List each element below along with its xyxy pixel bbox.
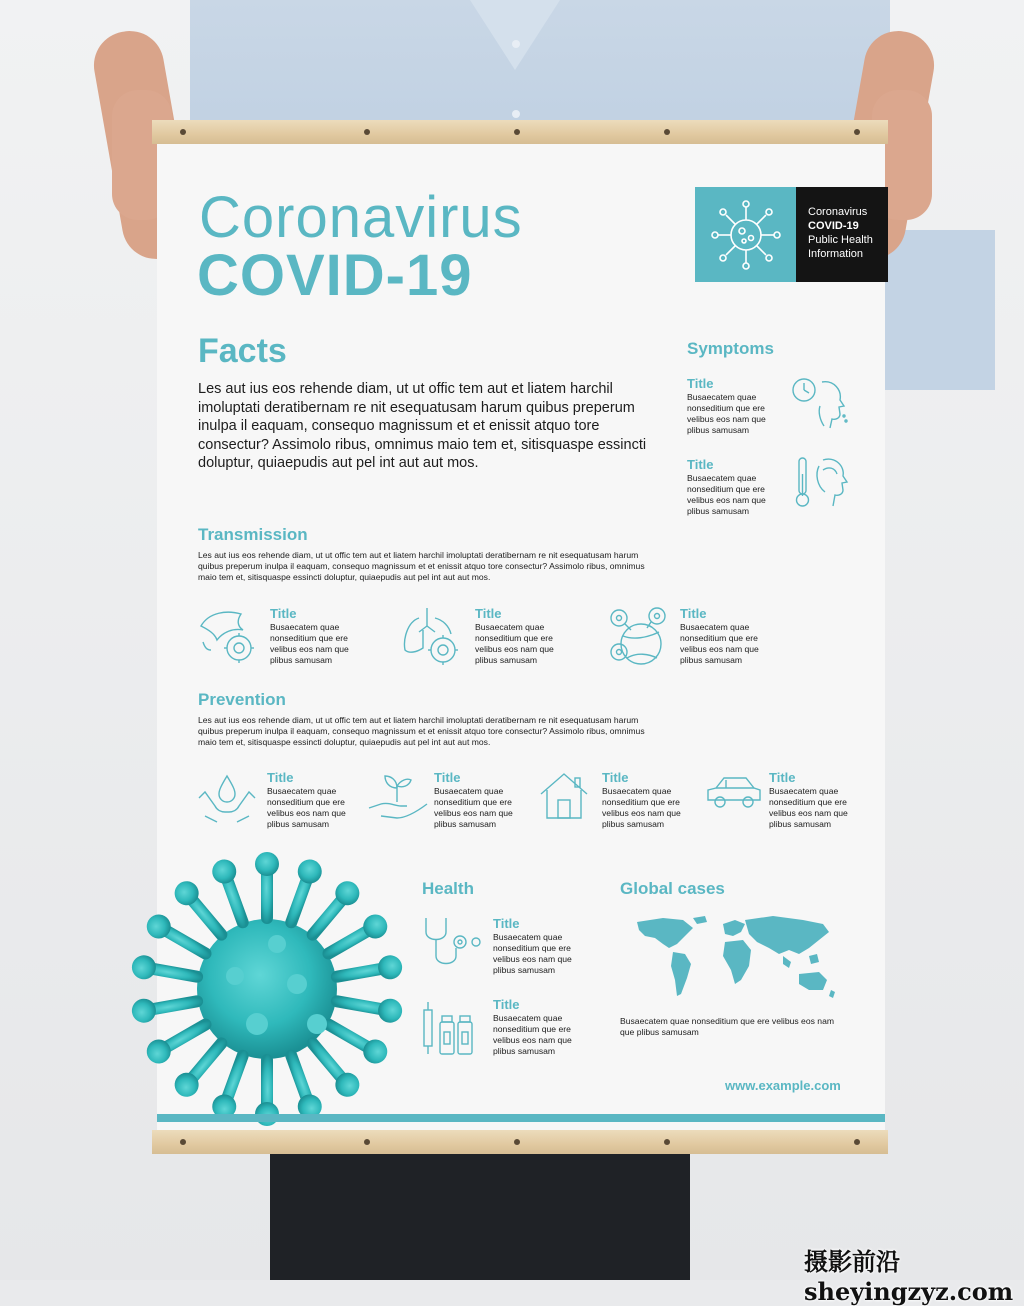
poster-bottom-bar <box>157 1114 885 1122</box>
prevention-item <box>434 770 518 830</box>
virus-illustration <box>117 844 417 1139</box>
symptoms-heading: Symptoms <box>687 339 774 358</box>
poster-title-line1: Coronavirus <box>199 185 523 250</box>
item-desc: Busaecatem quae nonseditium que ere velibus eos nam que plibus samusam <box>270 622 349 665</box>
shirt-button <box>512 40 520 48</box>
badge-line2: COVID-19 <box>808 220 859 232</box>
item-title: Title <box>687 376 714 391</box>
item-desc: Busaecatem quae nonseditium que ere velibus eos nam que plibus samusam <box>475 622 554 665</box>
transmission-item <box>270 606 370 666</box>
screw <box>854 129 860 135</box>
prevention-heading: Prevention <box>198 690 286 709</box>
health-item <box>493 997 593 1057</box>
item-desc: Busaecatem quae nonseditium que ere velibus eos nam que plibus samusam <box>680 622 759 665</box>
item-title: Title <box>687 457 714 472</box>
info-badge <box>695 187 888 282</box>
item-desc: Busaecatem quae nonseditium que ere velibus eos nam que plibus samusam <box>602 786 681 829</box>
bat-icon <box>197 606 259 666</box>
screw <box>364 129 370 135</box>
badge-line4: Information <box>808 248 864 260</box>
virus-icon <box>695 187 796 282</box>
transmission-body: Les aut ius eos rehende diam, ut ut offic tem aut et liatem harchil imoluptati deratibernam re nit esequatusam harum quibus preperum inulpa il eaquam, consequo magnissum et et enissit atquo tore consectur? Assimolo ribus, omnimus maio tem et, sitisquaspe essincti doluptur, quiaepudis aut pel int aut aut mos. <box>198 550 645 582</box>
badge-line1: Coronavirus <box>808 206 868 218</box>
fever-icon <box>793 454 849 510</box>
prevention-item <box>267 770 351 830</box>
plant-hand-icon <box>367 772 429 824</box>
item-desc: Busaecatem quae nonseditium que ere velibus eos nam que plibus samusam <box>687 473 766 516</box>
house-icon <box>539 772 589 820</box>
prevention-body: Les aut ius eos rehende diam, ut ut offic tem aut et liatem harchil imoluptati deratibernam re nit esequatusam harum quibus preperum inulpa il eaquam, consequo magnissum et et enissit atquo tore consectur? Assimolo ribus, omnimus maio tem et, sitisquaspe essincti doluptur, quiaepudis aut pel int aut aut mos. <box>198 715 645 747</box>
hand-wash-icon <box>197 772 257 824</box>
prevention-item <box>602 770 686 830</box>
person-trousers <box>270 1150 690 1280</box>
covid-poster <box>157 144 885 1130</box>
stethoscope-icon <box>420 914 484 974</box>
item-desc: Busaecatem quae nonseditium que ere velibus eos nam que plibus samusam <box>267 786 346 829</box>
item-title: Title <box>493 997 520 1012</box>
screw <box>664 129 670 135</box>
transmission-item <box>475 606 575 666</box>
prevention-item <box>769 770 853 830</box>
screw <box>514 1139 520 1145</box>
item-title: Title <box>602 770 629 785</box>
global-cases-body: Busaecatem quae nonseditium que ere velibus eos nam que plibus samusam <box>620 1016 835 1037</box>
item-title: Title <box>769 770 796 785</box>
health-item <box>493 916 593 976</box>
item-desc: Busaecatem quae nonseditium que ere velibus eos nam que plibus samusam <box>687 392 766 435</box>
item-title: Title <box>267 770 294 785</box>
world-map-icon <box>633 914 838 1009</box>
badge-text <box>796 187 888 282</box>
screw <box>364 1139 370 1145</box>
symptom-item <box>687 376 787 436</box>
car-icon <box>704 774 764 810</box>
item-desc: Busaecatem quae nonseditium que ere velibus eos nam que plibus samusam <box>769 786 848 829</box>
poster-title-line2: COVID-19 <box>197 243 473 308</box>
cough-icon <box>790 376 848 432</box>
lungs-icon <box>401 606 463 666</box>
screw <box>664 1139 670 1145</box>
shirt-sleeve <box>885 230 995 390</box>
shirt-button <box>512 110 520 118</box>
biohazard-globe-icon <box>607 606 669 668</box>
item-desc: Busaecatem quae nonseditium que ere velibus eos nam que plibus samusam <box>493 1013 572 1056</box>
screw <box>514 129 520 135</box>
item-title: Title <box>680 606 707 621</box>
website-link[interactable]: www.example.com <box>725 1078 841 1093</box>
facts-heading: Facts <box>198 332 287 370</box>
poster-top-rail <box>152 120 888 144</box>
global-cases-heading: Global cases <box>620 879 725 898</box>
item-title: Title <box>434 770 461 785</box>
syringe-vials-icon <box>420 1000 476 1056</box>
item-title: Title <box>475 606 502 621</box>
screw <box>180 129 186 135</box>
screw <box>180 1139 186 1145</box>
health-heading: Health <box>422 879 474 898</box>
symptom-item <box>687 457 787 517</box>
item-desc: Busaecatem quae nonseditium que ere velibus eos nam que plibus samusam <box>434 786 513 829</box>
screw <box>854 1139 860 1145</box>
item-title: Title <box>493 916 520 931</box>
item-desc: Busaecatem quae nonseditium que ere velibus eos nam que plibus samusam <box>493 932 572 975</box>
badge-line3: Public Health <box>808 234 873 246</box>
transmission-item <box>680 606 780 666</box>
transmission-heading: Transmission <box>198 525 308 544</box>
watermark: 摄影前沿 sheyingzyz.com <box>804 1247 1014 1306</box>
facts-body: Les aut ius eos rehende diam, ut ut offic tem aut et liatem harchil imoluptati deratibernam re nit esequatusam harum quibus preperum inulpa il eaquam, consequo magnissum et et enissit atquo tore consectur? Assimolo ribus, omnimus maio tem et, sitisquaspe essincti doluptur, quiaepudis aut pel int aut aut mos. <box>198 381 647 471</box>
poster-bottom-rail <box>152 1130 888 1154</box>
item-title: Title <box>270 606 297 621</box>
